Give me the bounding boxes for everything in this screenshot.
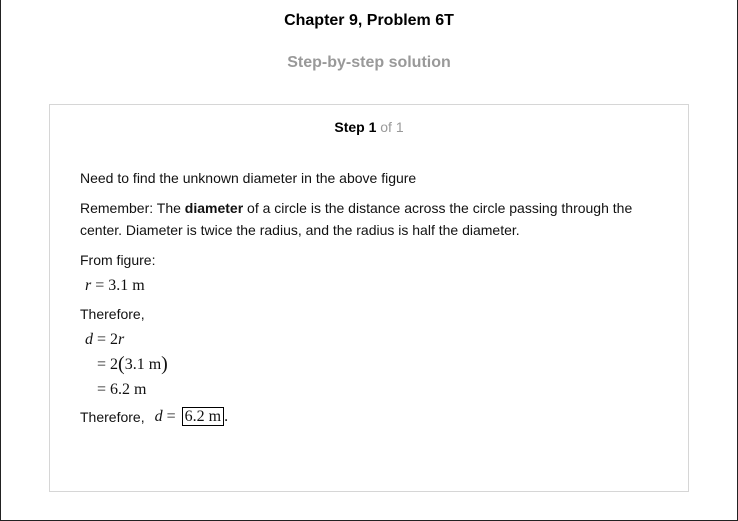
intro-text: Need to find the unknown diameter in the above figure (80, 170, 417, 186)
step-count: of 1 (380, 119, 404, 135)
therefore-text-2: Therefore, (80, 409, 145, 425)
boxed-answer: 6.2 m (182, 407, 224, 426)
remember-text (80, 197, 670, 241)
solution-card (49, 104, 689, 492)
radius-eq: = 3.1 m (91, 277, 145, 294)
remember-prefix: Remember: The (80, 200, 185, 216)
radius-equation (80, 275, 670, 297)
remember-rest: of a circle is the distance across the circle passing through the center. Diameter is twice the radius, and the radius is half the diameter. (80, 200, 633, 238)
derivation-line-2: = 2(3.1 m) (97, 353, 168, 375)
diameter-derivation (80, 327, 670, 402)
remember-bold: diameter (184, 200, 244, 216)
derivation-line-1 (85, 327, 670, 352)
radius-var: r (85, 277, 92, 294)
solution-content (80, 167, 670, 428)
eq1-rhs-var: r (118, 331, 125, 348)
page-subtitle: Step-by-step solution (287, 54, 451, 71)
derivation-line-3: = 6.2 m (97, 381, 147, 398)
from-figure-text: From figure: (80, 252, 156, 268)
eq1-var: d (85, 331, 93, 348)
therefore-text-1: Therefore, (80, 306, 145, 322)
final-period: . (224, 408, 229, 425)
final-equation (155, 406, 228, 428)
page-title: Chapter 9, Problem 6T (284, 12, 454, 29)
eq2-inner: 3.1 m (124, 356, 162, 373)
eq2-a: = 2 (97, 356, 119, 373)
eq1-rhs-a: = 2 (93, 331, 119, 348)
final-var: d (154, 408, 163, 425)
final-eq: = (162, 408, 180, 425)
step-header (50, 119, 688, 135)
final-answer (80, 406, 670, 428)
step-label: Step 1 (334, 119, 377, 135)
